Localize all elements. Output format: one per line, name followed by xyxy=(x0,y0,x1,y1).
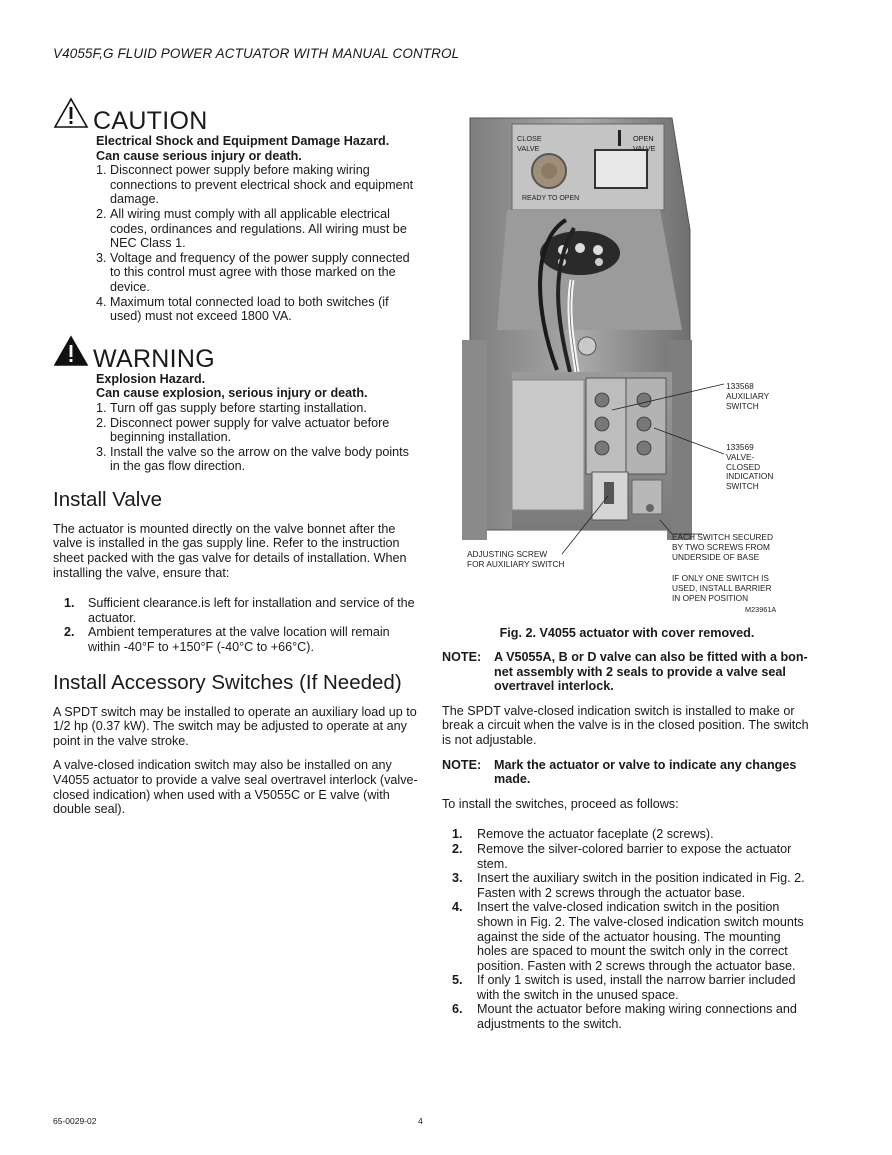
ready-to-open-label: READY TO OPEN xyxy=(522,195,580,202)
list-item: 3. Install the valve so the arrow on the valve body points in the gas flow direction. xyxy=(96,444,409,474)
warning-title: WARNING xyxy=(93,344,215,373)
left-column xyxy=(53,100,418,827)
footer-doc-number: 65-0029-02 xyxy=(53,1116,97,1126)
list-item: 5. If only 1 switch is used, install the narrow barrier included with the switch in the unused space. xyxy=(452,973,796,1002)
faceplate-open-label: OPEN VALVE xyxy=(633,134,656,153)
warning-list xyxy=(96,401,418,474)
section-heading-install-switches: Install Accessory Switches (If Needed) xyxy=(53,670,402,694)
note-1: NOTE: A V5055A, B or D valve can also be fitted with a bon-net assembly with 2 seals to provide a valve seal overtravel interlock. xyxy=(442,650,808,694)
warning-consequence: Can cause explosion, serious injury or death. xyxy=(96,386,368,401)
right-paragraph-1: The SPDT valve-closed indication switch is installed to make or break a circuit when the valve is in the closed position. The switch is not adjustable. xyxy=(442,703,809,747)
list-item: 1. Disconnect power supply before making wiring connections to prevent electrical shock and equipment damage. xyxy=(96,163,414,207)
install-steps-list xyxy=(442,827,812,1031)
running-head: V4055F,G FLUID POWER ACTUATOR WITH MANUAL CONTROL xyxy=(53,46,460,61)
barrier-label: IF ONLY ONE SWITCH IS USED, INSTALL BARRIER IN OPEN POSITION xyxy=(672,573,772,603)
install-valve-paragraph: The actuator is mounted directly on the valve bonnet after the valve is installed in the gas supply line. Refer to the instruction sheet packed with the gas valve for details of installation. When installing the valve, ensure that: xyxy=(53,521,407,580)
footer-page-number: 4 xyxy=(418,1116,423,1126)
caution-block xyxy=(53,100,418,324)
adjusting-screw-label: ADJUSTING SCREW FOR AUXILIARY SWITCH xyxy=(467,549,565,569)
list-item: 6. Mount the actuator before making wiring connections and adjustments to the switch. xyxy=(452,1002,797,1032)
list-item: 1. Remove the actuator faceplate (2 screws). xyxy=(452,827,714,842)
list-item: 2. All wiring must comply with all applicable electrical codes, ordinances and regulations. All wiring must be NEC Class 1. xyxy=(96,206,407,251)
caution-title: CAUTION xyxy=(93,107,208,135)
list-item: 1. Sufficient clearance.is left for installation and service of the actuator. xyxy=(64,596,415,625)
list-item: 3. Insert the auxiliary switch in the position indicated in Fig. 2. Fasten with 2 screws through the actuator base. xyxy=(452,871,805,900)
list-item: 2. Disconnect power supply for valve actuator before beginning installation. xyxy=(96,415,390,445)
warning-block xyxy=(53,338,418,474)
list-item: 3. Voltage and frequency of the power supply connected to this control must agree with those marked on the device. xyxy=(96,250,410,294)
install-switches-p2: A valve-closed indication switch may also be installed on any V4055 actuator to provide a valve seal overtravel interlock (valve-closed indication) when used with a V5055C or E valve (with double seal). xyxy=(53,758,418,817)
section-heading-install-valve: Install Valve xyxy=(53,487,163,511)
valve-closed-switch-label: 133569 VALVE- CLOSED INDICATION SWITCH xyxy=(726,442,774,492)
caution-hazard: Electrical Shock and Equipment Damage Hazard. xyxy=(96,134,390,148)
right-column xyxy=(442,622,812,1032)
list-item: 4. Insert the valve-closed indication switch in the position shown in Fig. 2. The valve-closed indication switch mounts against the side of the actuator housing. The mounting holes are spaced to mount the switch only in the correct position. Fasten with 2 screws through the actuator base. xyxy=(452,900,804,973)
list-item: 2. Remove the silver-colored barrier to expose the actuator stem. xyxy=(452,841,792,871)
screws-label: EACH SWITCH SECURED BY TWO SCREWS FROM UNDERSIDE OF BASE xyxy=(672,532,773,562)
faceplate-close-label: CLOSE VALVE xyxy=(517,134,542,153)
figure-id: M23961A xyxy=(745,605,777,614)
figure-caption: Fig. 2. V4055 actuator with cover removed. xyxy=(499,626,755,640)
figure-2 xyxy=(462,110,792,622)
note-2: NOTE: Mark the actuator or valve to indicate any changes made. xyxy=(442,757,797,787)
list-item: 4. Maximum total connected load to both switches (if used) must not exceed 1800 VA. xyxy=(96,294,389,324)
list-item: 1. Turn off gas supply before starting installation. xyxy=(96,400,367,415)
install-valve-list xyxy=(53,596,418,654)
caution-consequence: Can cause serious injury or death. xyxy=(96,148,302,163)
warning-triangle-icon xyxy=(53,335,89,372)
right-paragraph-2: To install the switches, proceed as follows: xyxy=(442,796,679,811)
aux-switch-label: 133568 AUXILIARY SWITCH xyxy=(726,381,770,411)
caution-list xyxy=(96,163,418,324)
caution-triangle-icon xyxy=(53,97,89,134)
list-item: 2. Ambient temperatures at the valve location will remain within -40°F to +150°F (-40°C to +66°C). xyxy=(64,625,390,655)
warning-hazard: Explosion Hazard. xyxy=(96,371,206,386)
install-switches-p1: A SPDT switch may be installed to operate an auxiliary load up to 1/2 hp (0.37 kW). The switch may be adjusted to operate at any point in the valve stroke. xyxy=(53,704,417,748)
